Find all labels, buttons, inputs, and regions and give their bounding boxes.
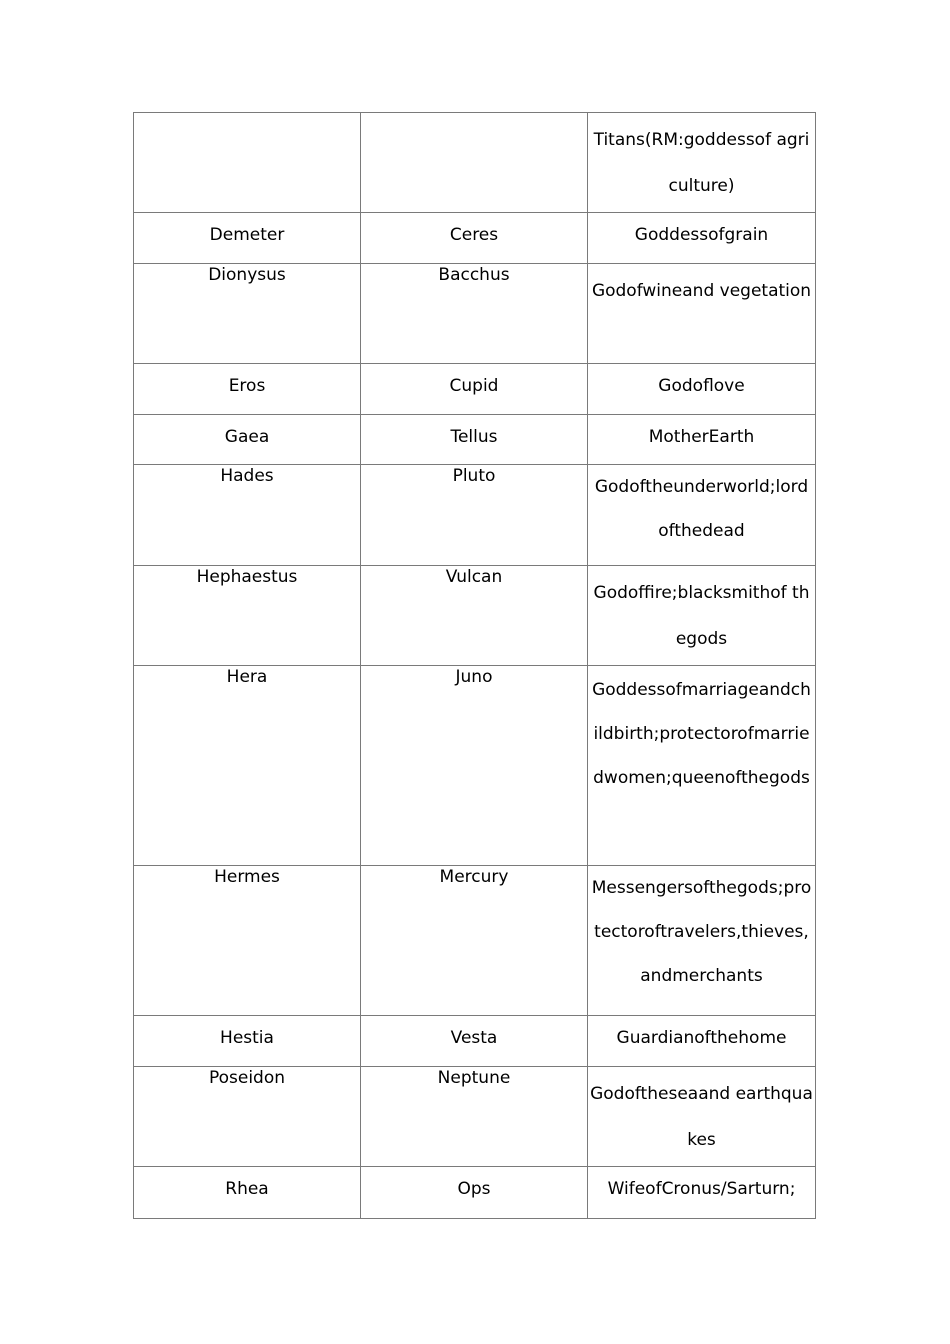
description-cell: Godoftheseaand earthquakes <box>588 1067 816 1167</box>
gods-table <box>133 112 816 1219</box>
table-row <box>134 113 816 213</box>
description-cell: Messengersofthegods;protectoroftravelers,thieves,andmerchants <box>588 866 816 1016</box>
table-row <box>134 1067 816 1167</box>
description-cell: Godoflove <box>588 364 816 415</box>
roman-name-cell: Mercury <box>361 866 588 1016</box>
table-row <box>134 364 816 415</box>
roman-name-cell: Cupid <box>361 364 588 415</box>
greek-name-cell: Hephaestus <box>134 566 361 666</box>
description-cell: Godofwineand vegetation <box>588 264 816 364</box>
greek-name-cell: Hades <box>134 465 361 566</box>
roman-name-cell: Neptune <box>361 1067 588 1167</box>
description-cell: Godoffire;blacksmithof thegods <box>588 566 816 666</box>
description-cell: Godoftheunderworld;lordofthedead <box>588 465 816 566</box>
greek-name-cell: Hera <box>134 666 361 866</box>
table-row <box>134 213 816 264</box>
description-cell: MotherEarth <box>588 415 816 465</box>
description-cell: Goddessofgrain <box>588 213 816 264</box>
roman-name-cell: Vulcan <box>361 566 588 666</box>
roman-name-cell: Pluto <box>361 465 588 566</box>
greek-name-cell <box>134 113 361 213</box>
roman-name-cell: Juno <box>361 666 588 866</box>
greek-name-cell: Rhea <box>134 1167 361 1219</box>
table-row <box>134 465 816 566</box>
roman-name-cell: Tellus <box>361 415 588 465</box>
table-row <box>134 264 816 364</box>
greek-name-cell: Hestia <box>134 1016 361 1067</box>
table-row <box>134 1016 816 1067</box>
table-row <box>134 866 816 1016</box>
table-row <box>134 415 816 465</box>
table-row <box>134 566 816 666</box>
roman-name-cell: Vesta <box>361 1016 588 1067</box>
greek-name-cell: Demeter <box>134 213 361 264</box>
roman-name-cell: Ceres <box>361 213 588 264</box>
table-row <box>134 666 816 866</box>
greek-name-cell: Dionysus <box>134 264 361 364</box>
table-row <box>134 1167 816 1219</box>
roman-name-cell: Ops <box>361 1167 588 1219</box>
description-cell: WifeofCronus/Sarturn; <box>588 1167 816 1219</box>
roman-name-cell: Bacchus <box>361 264 588 364</box>
greek-name-cell: Eros <box>134 364 361 415</box>
greek-name-cell: Poseidon <box>134 1067 361 1167</box>
roman-name-cell <box>361 113 588 213</box>
greek-name-cell: Gaea <box>134 415 361 465</box>
description-cell: Guardianofthehome <box>588 1016 816 1067</box>
greek-name-cell: Hermes <box>134 866 361 1016</box>
description-cell: Titans(RM:goddessof agriculture) <box>588 113 816 213</box>
description-cell: Goddessofmarriageandchildbirth;protectorofmarriedwomen;queenofthegods <box>588 666 816 866</box>
